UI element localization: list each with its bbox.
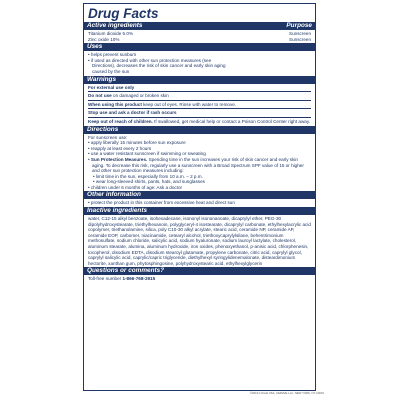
uses-item: • if used as directed with other sun protection measures (see bbox=[88, 57, 212, 63]
inactive-ingredients-header: Inactive ingredients bbox=[84, 207, 315, 215]
directions-item: • reapply at least every 2 hours bbox=[88, 145, 152, 151]
uses-item: Directions), decreases the risk of skin cancer and early skin aging bbox=[92, 63, 226, 69]
inactive-ingredients-text: water, C12-15 alkyl benzoate, isohexadecane, isononyl isononanoate, dicaprylyl ether, PEG-30 dipolyhydroxystearate, triethylhexanoin, polyglyceryl-4 isostearate, dicaprylyl carbonate, ethylhexylacrylic acid copolymer, triethanolamine, silica, poly C10-30 alkyl acrylate, stearic acid, ceramide NP, ceramide AP, ceramide EOP, carbomer, niacinamide, cetearyl alcohol, triethoxycaprylylsilane, behentrimonium methosulfate, sodium chloride, salicylic acid, sodium hyaluronate, sodium lauroyl lactylate, cholesterol, aluminum stearate, alumina, aluminum hydroxide, iron oxides, phenoxyethanol, p-anisic acid, chlorphenesin, tocopherol, disodium EDTA, disodium stearoyl glutamate, propylene carbonate, citric acid, caprylyl glycol, caprylyl salicylic acid, caprylic/capric triglyceride, diethylhexyl syringylidenemalonate, disteardimonium hectorite, xanthan gum, phytosphingosine, polyhydroxystearic acid, ethylhexylglycerin bbox=[88, 216, 311, 266]
directions-intro: For sunscreen use: bbox=[88, 134, 128, 140]
directions-children: • children under 6 months of age: Ask a doctor bbox=[88, 184, 183, 190]
stop-use-warning: Stop use and ask a doctor if rash occurs bbox=[88, 110, 177, 116]
uses-list bbox=[84, 51, 315, 75]
active-ingredient-row bbox=[88, 37, 311, 43]
questions-header: Questions or comments? bbox=[84, 267, 315, 275]
do-not-use-text: on damaged or broken skin bbox=[111, 93, 169, 99]
toll-free-number: 1-866-768-2915 bbox=[122, 276, 156, 282]
when-using-text: keep out of eyes. Rinse with water to remove. bbox=[141, 101, 237, 107]
ingredient-purpose: Sunscreen bbox=[289, 36, 311, 42]
purpose-header: Purpose bbox=[286, 22, 312, 29]
ingredient-name: Titanium dioxide 5.0% bbox=[88, 31, 134, 36]
keep-out-text: If swallowed, get medical help or contact a Poison Control Center right away. bbox=[152, 118, 311, 124]
directions-section bbox=[84, 134, 315, 192]
sun-protection-text: Spending time in the sun increases your risk of skin cancer and early skin aging. To decrease this risk, regularly use a sunscreen with a Broad Spectrum SPF value of 15 or higher and other sun protection measures including: bbox=[92, 156, 304, 174]
uses-header: Uses bbox=[84, 43, 315, 51]
drug-facts-title: Drug Facts bbox=[88, 6, 159, 21]
when-using-warning bbox=[88, 102, 311, 108]
divider bbox=[88, 100, 311, 101]
questions-line bbox=[84, 275, 315, 283]
active-ingredients-bar bbox=[84, 22, 315, 30]
copyright-footer: ©2019 L'Oréal USA, CERAVE LLC, NEW YORK, NY 10001 bbox=[250, 391, 324, 395]
divider bbox=[88, 91, 311, 92]
directions-subitem: • limit time in the sun, especially from 10 a.m. – 2 p.m. bbox=[93, 173, 203, 179]
directions-item: • apply liberally 15 minutes before sun exposure bbox=[88, 140, 186, 146]
directions-header: Directions bbox=[84, 126, 315, 134]
sun-protection-measures bbox=[88, 157, 311, 174]
toll-free-label: Toll-free number bbox=[88, 276, 123, 282]
do-not-use-warning bbox=[88, 93, 311, 99]
active-ingredients-list bbox=[84, 30, 315, 43]
active-ingredients-header: Active ingredients bbox=[87, 22, 143, 29]
other-information-header: Other information bbox=[84, 191, 315, 199]
ingredient-name: Zinc oxide 10% bbox=[88, 36, 120, 42]
divider bbox=[88, 108, 311, 109]
directions-subitem: • wear long-sleeved shirts, pants, hats, and sunglasses bbox=[93, 179, 205, 185]
other-information-item: • protect the product in this container from excessive heat and direct sun bbox=[88, 200, 235, 206]
keep-out-label: Keep out of reach of children. bbox=[88, 118, 153, 124]
do-not-use-label: Do not use bbox=[88, 93, 112, 99]
divider bbox=[88, 117, 311, 118]
uses-item: caused by the sun bbox=[92, 68, 130, 74]
sun-protection-label: • Sun Protection Measures. bbox=[88, 156, 148, 162]
warnings-section bbox=[84, 84, 315, 126]
keep-out-warning bbox=[88, 119, 311, 125]
directions-item: • use a water resistant sunscreen if swimming or sweating bbox=[88, 151, 206, 157]
warnings-header: Warnings bbox=[84, 76, 315, 84]
when-using-label: When using this product bbox=[88, 101, 142, 107]
ingredient-purpose: Sunscreen bbox=[289, 31, 311, 36]
uses-item: • helps prevent sunburn bbox=[88, 52, 137, 58]
drug-facts-panel bbox=[83, 3, 316, 391]
external-use-warning: For external use only bbox=[88, 84, 135, 90]
